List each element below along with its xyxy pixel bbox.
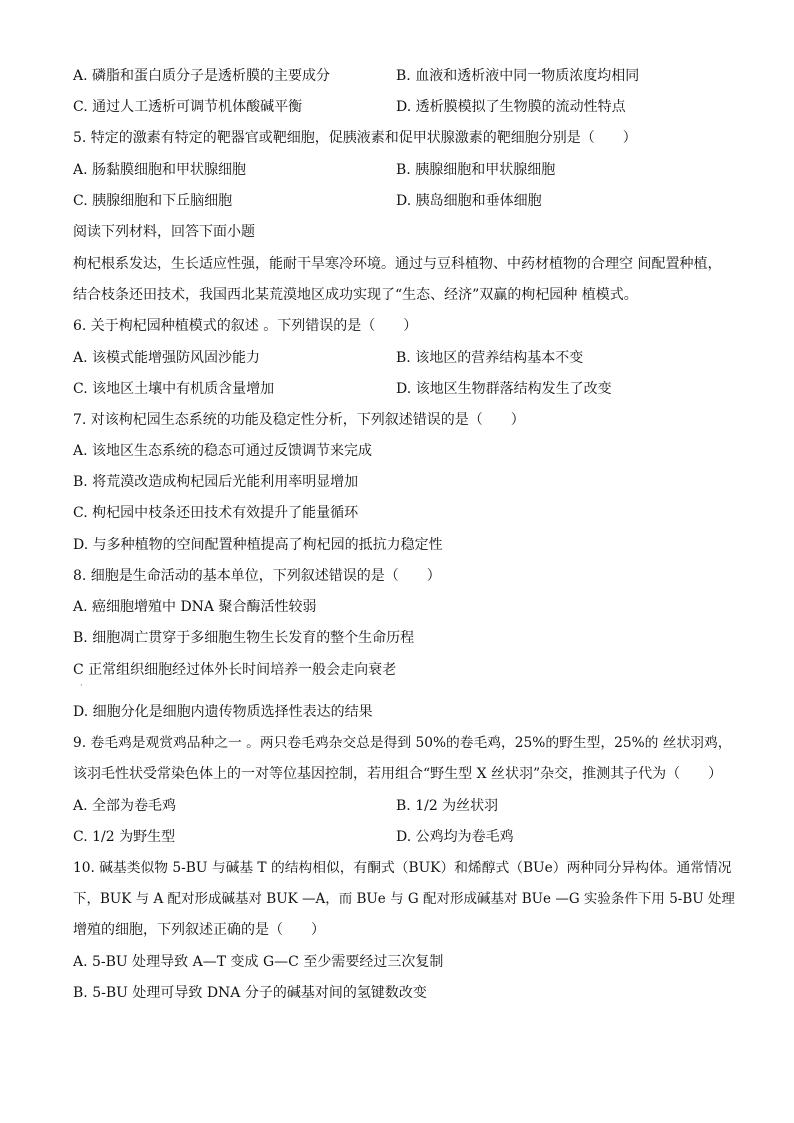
- reading-instruction: 阅读下列材料，回答下面小题: [73, 224, 255, 240]
- q9-option-c: C. 1/2 为野生型: [73, 829, 176, 845]
- q7-option-c: C. 枸杞园中枝条还田技术有效提升了能量循环: [73, 505, 359, 521]
- stray-dot: ·: [80, 681, 83, 690]
- question-6: 6. 关于枸杞园种植模式的叙述 。下列错误的是（ ）: [73, 318, 418, 334]
- q9-option-a: A. 全部为卷毛鸡: [73, 798, 177, 814]
- question-10-line-2: 下，BUK 与 A 配对形成碱基对 BUK —A，而 BUe 与 G 配对形成碱基对 BUe —G 实验条件下用 5-BU 处理: [73, 891, 735, 907]
- question-10-line-1: 10. 碱基类似物 5-BU 与碱基 T 的结构相似，有酮式（BUK）和烯醇式（BUe）两种同分异构体。通常情况: [73, 860, 732, 876]
- q6-option-b: B. 该地区的营养结构基本不变: [396, 350, 584, 366]
- material-line-1: 枸杞根系发达，生长适应性强，能耐干旱寒冷环境。通过与豆科植物、中药材植物的合理空 间配置种植，: [73, 256, 722, 272]
- q5-option-b: B. 胰腺细胞和甲状腺细胞: [396, 162, 556, 178]
- q10-option-a: A. 5-BU 处理导致 A—T 变成 G—C 至少需要经过三次复制: [73, 954, 444, 970]
- q4-option-b: B. 血液和透析液中同一物质浓度均相同: [396, 68, 640, 84]
- q8-option-d: D. 细胞分化是细胞内遗传物质选择性表达的结果: [73, 704, 373, 720]
- q7-option-b: B. 将荒漠改造成枸杞园后光能利用率明显增加: [73, 474, 359, 490]
- q8-option-c: C 正常组织细胞经过体外长时间培养一般会走向衰老: [73, 662, 397, 678]
- q4-option-d: D. 透析膜模拟了生物膜的流动性特点: [396, 99, 626, 115]
- q6-option-a: A. 该模式能增强防风固沙能力: [73, 350, 261, 366]
- q4-option-c: C. 通过人工透析可调节机体酸碱平衡: [73, 99, 303, 115]
- material-line-2: 结合枝条还田技术，我国西北某荒漠地区成功实现了“生态、经济”双赢的枸杞园种 植模式。: [73, 287, 638, 303]
- question-7: 7. 对该枸杞园生态系统的功能及稳定性分析，下列叙述错误的是（ ）: [73, 412, 525, 428]
- q9-option-b: B. 1/2 为丝状羽: [396, 798, 499, 814]
- question-5: 5. 特定的激素有特定的靶器官或靶细胞，促胰液素和促甲状腺激素的靶细胞分别是（ ）: [73, 130, 637, 146]
- question-9-line-1: 9. 卷毛鸡是观赏鸡品种之一 。两只卷毛鸡杂交总是得到 50%的卷毛鸡，25%的野生型，25%的 丝状羽鸡，: [73, 735, 732, 751]
- q5-option-d: D. 胰岛细胞和垂体细胞: [396, 193, 542, 209]
- q6-option-c: C. 该地区土壤中有机质含量增加: [73, 381, 275, 397]
- q5-option-a: A. 肠黏膜细胞和甲状腺细胞: [73, 162, 247, 178]
- q9-option-d: D. 公鸡均为卷毛鸡: [396, 829, 514, 845]
- q8-option-a: A. 癌细胞增殖中 DNA 聚合酶活性较弱: [73, 599, 317, 615]
- q6-option-d: D. 该地区生物群落结构发生了改变: [396, 381, 612, 397]
- question-10-line-3: 增殖的细胞，下列叙述正确的是（ ）: [73, 922, 325, 938]
- q7-option-a: A. 该地区生态系统的稳态可通过反馈调节来完成: [73, 443, 373, 459]
- q8-option-b: B. 细胞凋亡贯穿于多细胞生物生长发育的整个生命历程: [73, 630, 415, 646]
- q7-option-d: D. 与多种植物的空间配置种植提高了枸杞园的抵抗力稳定性: [73, 537, 443, 553]
- question-8: 8. 细胞是生命活动的基本单位，下列叙述错误的是（ ）: [73, 568, 441, 584]
- q10-option-b: B. 5-BU 处理可导致 DNA 分子的碱基对间的氢键数改变: [73, 985, 427, 1001]
- question-9-line-2: 该羽毛性状受常染色体上的一对等位基因控制，若用组合“野生型 X 丝状羽”杂交，推测其子代为（ ）: [73, 766, 723, 782]
- q4-option-a: A. 磷脂和蛋白质分子是透析膜的主要成分: [73, 68, 331, 84]
- q5-option-c: C. 胰腺细胞和下丘脑细胞: [73, 193, 233, 209]
